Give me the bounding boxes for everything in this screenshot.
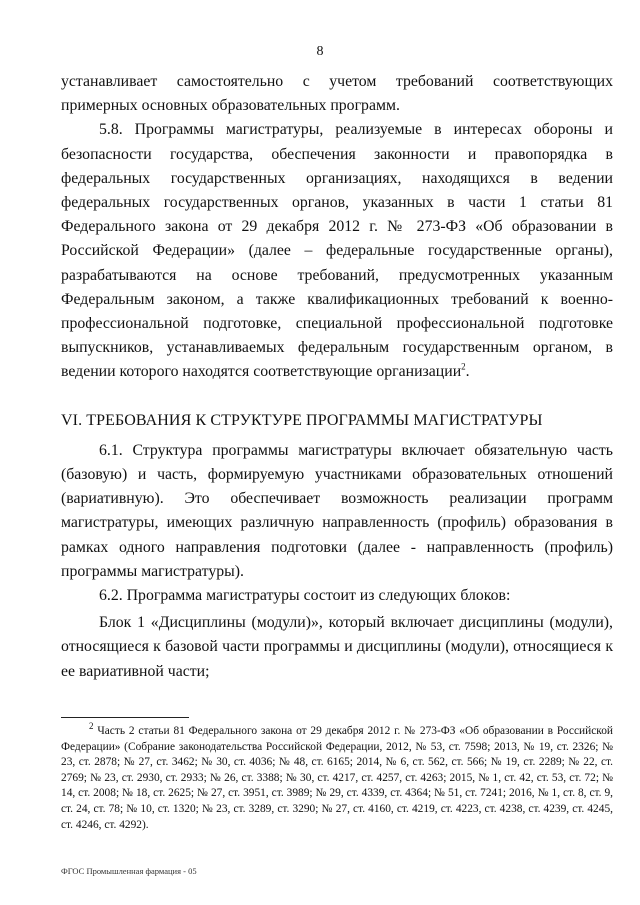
page-footer: ФГОС Промышленная фармация - 05 [61, 866, 197, 876]
paragraph-block-1: Блок 1 «Дисциплины (модули)», который включает дисциплины (модули), относящиеся к базовой части программы и дисциплины (модули), относящиеся к ее вариативной части; [61, 614, 613, 680]
footnote-text: Часть 2 статьи 81 Федерального закона от 29 декабря 2012 г. № 273-ФЗ «Об образовании в Российской Федерации» (Собрание законодательства Российской Федерации, 2012, № 53, ст. 7598; 2013, № 19, ст. 2326; № 23, ст. 2878; № 27, ст. 3462; № 30, ст. 4036; № 48, ст. 6165; 2014, № 6, ст. 562, ст. 566; № 19, ст. 2289; № 22, ст. 2769; № 23, ст. 2930, ст. 2933; № 26, ст. 3388; № 30, ст. 4217, ст. 4257, ст. 4263; 2015, № 1, ст. 42, ст. 53, ст. 72; № 14, ст. 2008; № 18, ст. 2625; № 27, ст. 3951, ст. 3989; № 29, ст. 4339, ст. 4364; № 51, ст. 7241; 2016, № 1, ст. 8, ст. 9, ст. 24, ст. 78; № 10, ст. 1320; № 23, ст. 3289, ст. 3290; № 27, ст. 4160, ст. 4219, ст. 4223, ст. 4238, ст. 4239, ст. 4245, ст. 4246, ст. 4292). [61, 725, 613, 831]
paragraph-6-1: 6.1. Структура программы магистратуры включает обязательную часть (базовую) и часть, формируемую участниками образовательных отношений (вариативную). Это обеспечивает возможность реализации программ магистратуры, имеющих различную направленность (профиль) образования в рамках одного направления подготовки (далее - направленность (профиль) программы магистратуры). [61, 441, 613, 580]
section-heading: VI. ТРЕБОВАНИЯ К СТРУКТУРЕ ПРОГРАММЫ МАГИСТРАТУРЫ [61, 411, 543, 429]
footnote [61, 721, 613, 833]
footnote-marker: 2 [89, 721, 94, 732]
main-text [61, 70, 613, 684]
footnote-reference: 2 [461, 362, 466, 373]
paragraph-5-8-end: . [465, 363, 470, 381]
paragraph-5-8 [61, 118, 613, 384]
footnote-divider [61, 717, 189, 718]
page-number: 8 [316, 44, 324, 59]
paragraph-5-8-text: 5.8. Программы магистратуры, реализуемые в интересах обороны и безопасности государства, обеспечения законности и правопорядка в федеральных государственных организациях, находящихся в ведении федеральных государственных органов, указанных в части 1 статьи 81 Федерального закона от 29 декабря 2012 г. № 273-ФЗ «Об образовании в Российской Федерации» (далее – федеральные государственные органы), разрабатываются на основе требований, предусмотренных указанным Федеральным законом, а также квалификационных требований к военно-профессиональной подготовке, специальной профессиональной подготовке выпускников, устанавливаемых федеральным государственным органом, в ведении которого находятся соответствующие организации [61, 121, 613, 381]
paragraph-continuation: устанавливает самостоятельно с учетом требований соответствующих примерных основных образовательных программ. [61, 73, 613, 115]
paragraph-6-2: 6.2. Программа магистратуры состоит из следующих блоков: [99, 587, 511, 605]
